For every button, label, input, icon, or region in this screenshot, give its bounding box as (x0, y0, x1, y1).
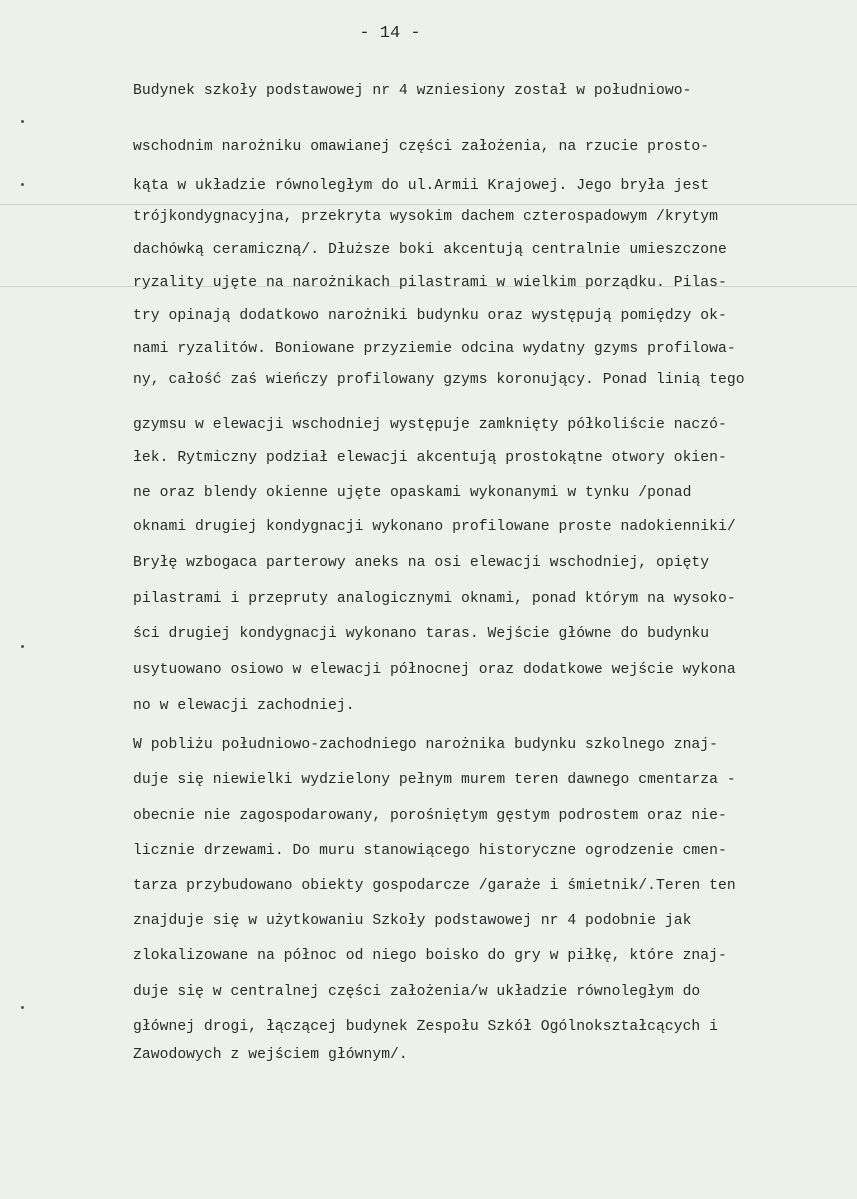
text-line: Budynek szkoły podstawowej nr 4 wzniesiony został w południowo- (133, 83, 692, 99)
text-line: gzymsu w elewacji wschodniej występuje zamknięty półkoliście naczó- (133, 417, 727, 433)
text-line: oknami drugiej kondygnacji wykonano profilowane proste nadokienniki/ (133, 519, 736, 535)
text-line: zlokalizowane na północ od niego boisko do gry w piłkę, które znaj- (133, 948, 727, 964)
text-line: dachówką ceramiczną/. Dłuższe boki akcentują centralnie umieszczone (133, 242, 727, 258)
text-line: try opinają dodatkowo narożniki budynku oraz występują pomiędzy ok- (133, 308, 727, 324)
scan-line (0, 204, 857, 205)
text-line: ści drugiej kondygnacji wykonano taras. Wejście główne do budynku (133, 626, 710, 642)
text-line: trójkondygnacyjna, przekryta wysokim dachem czterospadowym /krytym (133, 209, 719, 225)
text-line: tarza przybudowano obiekty gospodarcze /garaże i śmietnik/.Teren ten (133, 878, 736, 894)
text-line: licznie drzewami. Do muru stanowiącego historyczne ogrodzenie cmen- (133, 843, 727, 859)
text-line: usytuowano osiowo w elewacji północnej oraz dodatkowe wejście wykona (133, 662, 736, 678)
margin-mark (21, 645, 24, 648)
text-line: pilastrami i przepruty analogicznymi oknami, ponad którym na wysoko- (133, 591, 736, 607)
text-line: ryzality ujęte na narożnikach pilastrami w wielkim porządku. Pilas- (133, 275, 727, 291)
margin-mark (21, 183, 24, 186)
text-line: ne oraz blendy okienne ujęte opaskami wykonanymi w tynku /ponad (133, 485, 692, 501)
text-line: duje się niewielki wydzielony pełnym murem teren dawnego cmentarza - (133, 772, 736, 788)
text-line: ny, całość zaś wieńczy profilowany gzyms koronujący. Ponad linią tego (133, 372, 745, 388)
margin-mark (21, 120, 24, 123)
text-line: kąta w układzie równoległym do ul.Armii Krajowej. Jego bryła jest (133, 178, 710, 194)
text-line: duje się w centralnej części założenia/w układzie równoległym do (133, 984, 701, 1000)
text-line: nami ryzalitów. Boniowane przyziemie odcina wydatny gzyms profilowa- (133, 341, 736, 357)
text-line: łek. Rytmiczny podział elewacji akcentują prostokątne otwory okien- (133, 450, 727, 466)
margin-mark (21, 1006, 24, 1009)
text-line: wschodnim narożniku omawianej części założenia, na rzucie prosto- (133, 139, 710, 155)
text-line: W pobliżu południowo-zachodniego narożnika budynku szkolnego znaj- (133, 737, 719, 753)
text-line: Bryłę wzbogaca parterowy aneks na osi elewacji wschodniej, opięty (133, 555, 710, 571)
page-number: - 14 - (359, 24, 421, 43)
text-line: znajduje się w użytkowaniu Szkoły podstawowej nr 4 podobnie jak (133, 913, 692, 929)
text-line: Zawodowych z wejściem głównym/. (133, 1047, 408, 1063)
text-line: obecnie nie zagospodarowany, porośniętym gęstym podrostem oraz nie- (133, 808, 727, 824)
text-line: no w elewacji zachodniej. (133, 698, 355, 714)
text-line: głównej drogi, łączącej budynek Zespołu Szkół Ogólnokształcących i (133, 1019, 719, 1035)
